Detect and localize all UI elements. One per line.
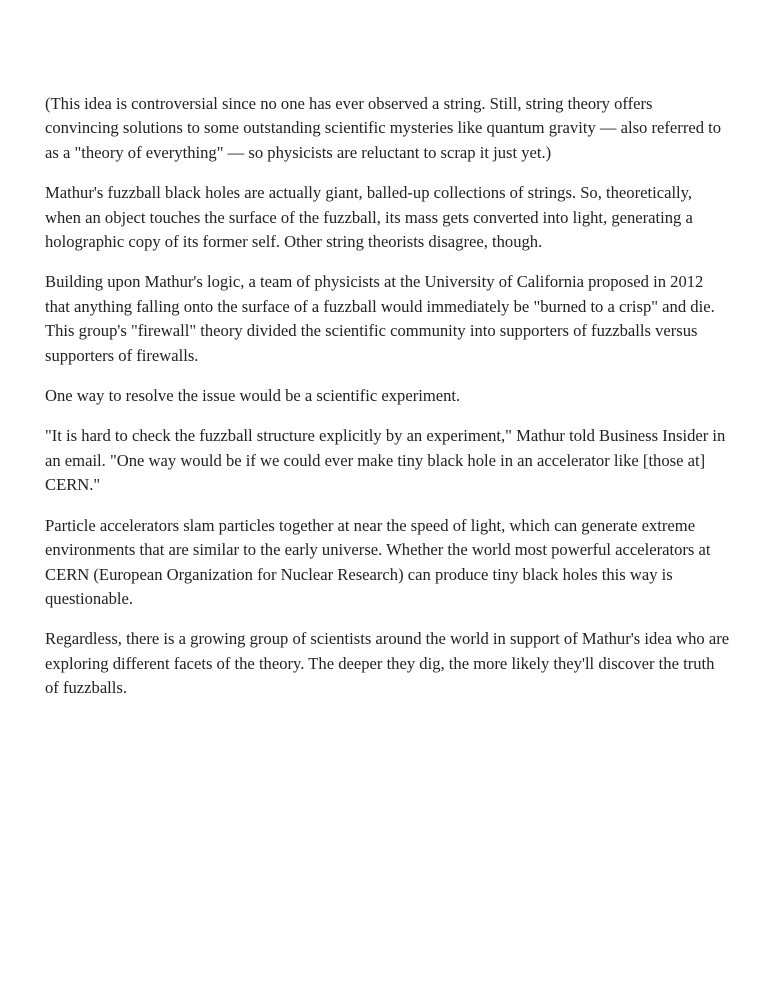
- paragraph-fuzzball-description: Mathur's fuzzball black holes are actually giant, balled-up collections of strings. So, theoretically, when an object touches the surface of the fuzzball, its mass gets converted into light, generating a holographic copy of its former self. Other string theorists disagree, though.: [45, 183, 693, 252]
- paragraph-conclusion: Regardless, there is a growing group of scientists around the world in support of Mathur's idea who are exploring different facets of the theory. The deeper they dig, the more likely they'll discover the truth of fuzzballs.: [45, 629, 730, 698]
- paragraph-mathur-quote: "It is hard to check the fuzzball structure explicitly by an experiment," Mathur told Business Insider in an email. "One way would be if we could ever make tiny black hole in an accelerator like [those at] CERN.": [45, 426, 726, 495]
- paragraph-string-theory-aside: (This idea is controversial since no one has ever observed a string. Still, string theory offers convincing solutions to some outstanding scientific mysteries like quantum gravity — also referred to as a "theory of everything" — so physicists are reluctant to scrap it just yet.): [45, 94, 722, 162]
- paragraph-resolve-issue: One way to resolve the issue would be a scientific experiment.: [45, 386, 461, 406]
- paragraph-firewall-theory: Building upon Mathur's logic, a team of physicists at the University of California proposed in 2012 that anything falling onto the surface of a fuzzball would immediately be "burned to a crisp" and die. This group's "firewall" theory divided the scientific community into supporters of fuzzballs versus supporters of firewalls.: [45, 272, 715, 365]
- article-body: [45, 92, 730, 717]
- paragraph-particle-accelerators: Particle accelerators slam particles together at near the speed of light, which can generate extreme environments that are similar to the early universe. Whether the world most powerful accelerators at CERN (European Organization for Nuclear Research) can produce tiny black holes this way is questionable.: [45, 515, 711, 608]
